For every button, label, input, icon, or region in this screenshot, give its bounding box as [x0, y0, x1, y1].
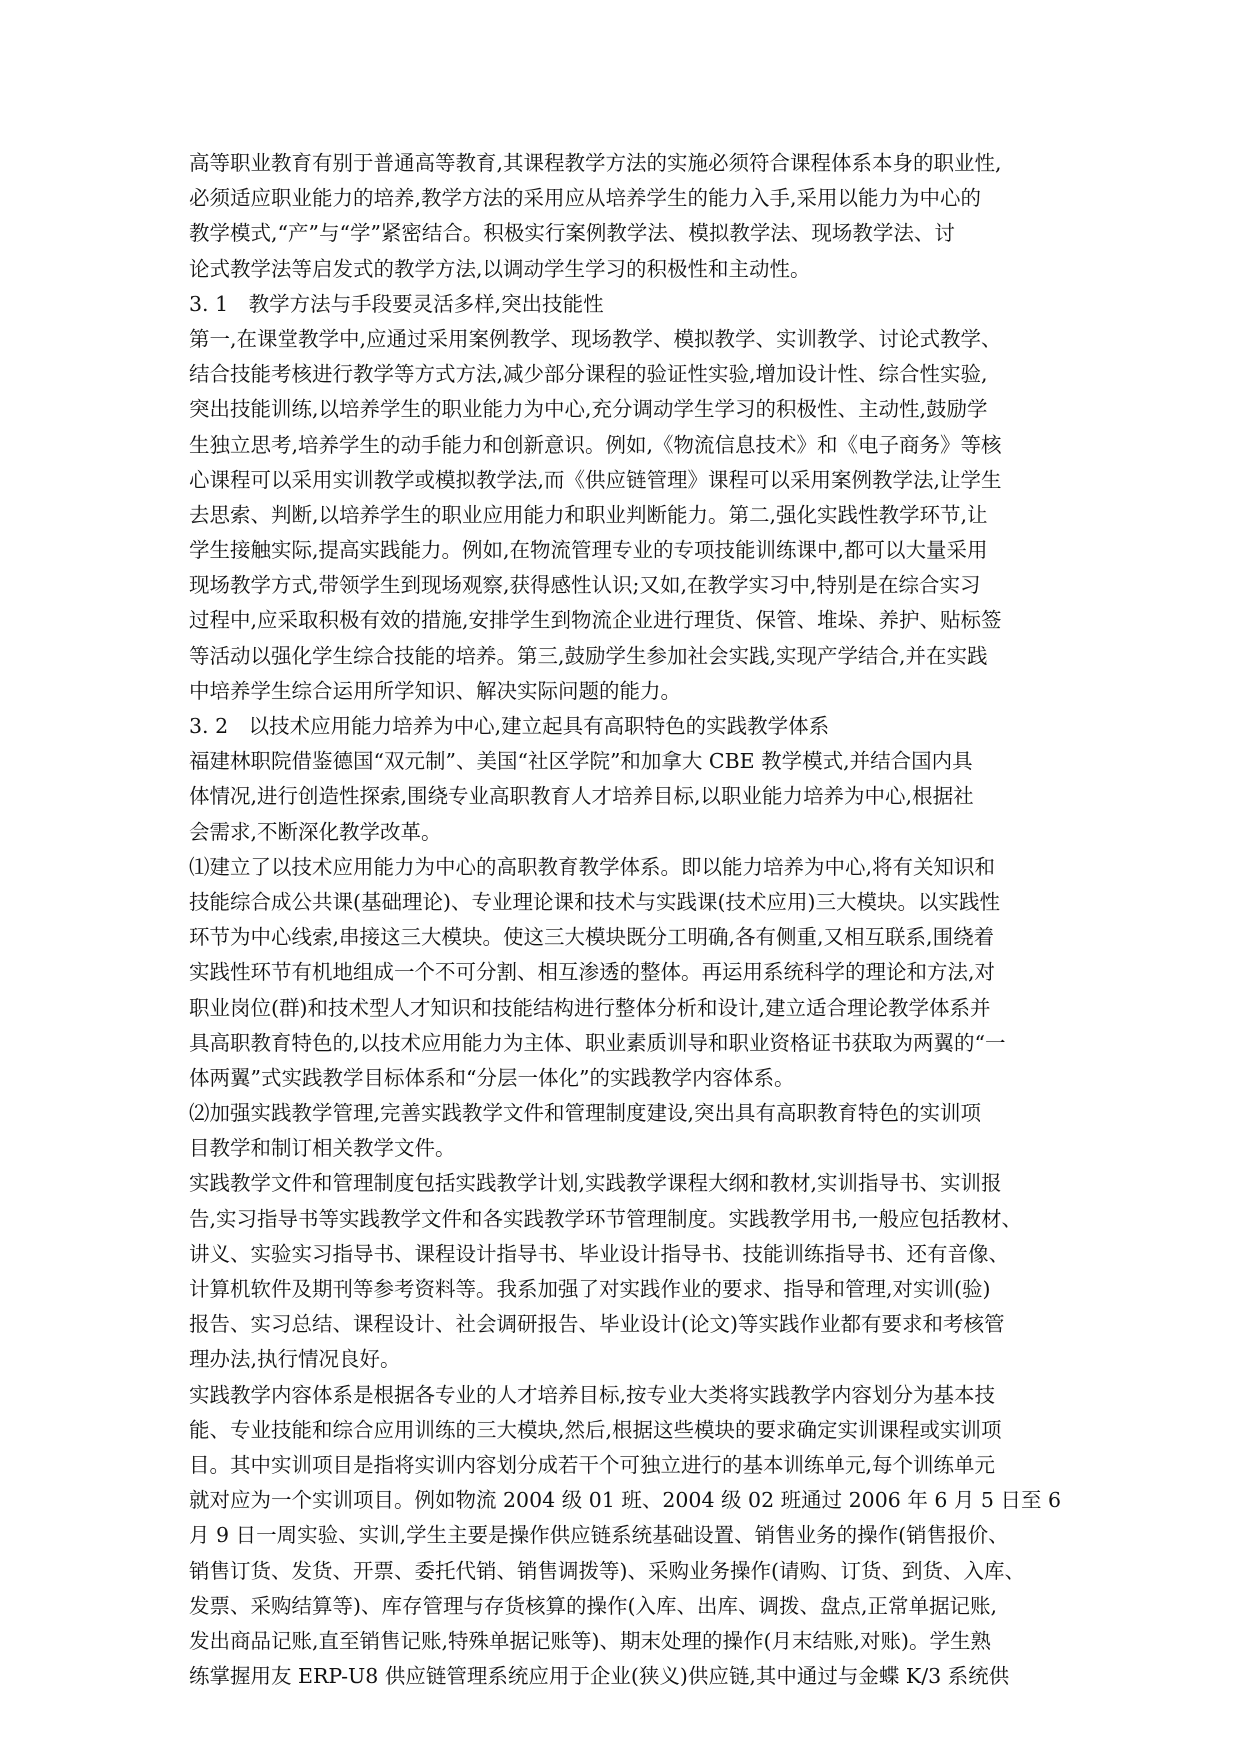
text-line: 第一,在课堂教学中,应通过采用案例教学、现场教学、模拟教学、实训教学、讨论式教学、 [189, 326, 1002, 351]
text-line: 讲义、实验实习指导书、课程设计指导书、毕业设计指导书、技能训练指导书、还有音像、 [189, 1241, 1009, 1266]
text-line: 现场教学方式,带领学生到现场观察,获得感性认识;又如,在教学实习中,特别是在综合实习 [189, 573, 981, 598]
text-line: 等活动以强化学生综合技能的培养。第三,鼓励学生参加社会实践,实现产学结合,并在实践 [189, 643, 988, 668]
text-line: 生独立思考,培养学生的动手能力和创新意识。例如,《物流信息技术》和《电子商务》等核 [189, 432, 1002, 457]
text-line: 实践性环节有机地组成一个不可分割、相互渗透的整体。再运用系统科学的理论和方法,对 [189, 960, 996, 985]
text-line: ⑴建立了以技术应用能力为中心的高职教育教学体系。即以能力培养为中心,将有关知识和 [189, 854, 996, 879]
section-heading: 3. 1 教学方法与手段要灵活多样,突出技能性 [189, 291, 604, 316]
text-line: 教学模式,“产”与“学”紧密结合。积极实行案例教学法、模拟教学法、现场教学法、讨 [189, 221, 955, 246]
text-line: 发出商品记账,直至销售记账,特殊单据记账等)、期末处理的操作(月末结账,对账)。学生熟 [189, 1628, 992, 1653]
text-line: 福建林职院借鉴德国“双元制”、美国“社区学院”和加拿大 CBE 教学模式,并结合国内具 [189, 749, 973, 774]
text-line: 目教学和制订相关教学文件。 [189, 1136, 456, 1161]
text-line: 能、专业技能和综合应用训练的三大模块,然后,根据这些模块的要求确定实训课程或实训项 [189, 1417, 1002, 1442]
text-line: 告,实习指导书等实践教学文件和各实践教学环节管理制度。实践教学用书,一般应包括教材、 [189, 1206, 1023, 1231]
text-line: 体两翼”式实践教学目标体系和“分层一体化”的实践教学内容体系。 [189, 1065, 795, 1090]
text-line: 学生接触实际,提高实践能力。例如,在物流管理专业的专项技能训练课中,都可以大量采用 [189, 538, 988, 563]
body-text [189, 146, 1069, 1694]
text-line: 实践教学内容体系是根据各专业的人才培养目标,按专业大类将实践教学内容划分为基本技 [189, 1382, 996, 1407]
text-line: 理办法,执行情况良好。 [189, 1347, 401, 1372]
text-line: 月 9 日一周实验、实训,学生主要是操作供应链系统基础设置、销售业务的操作(销售报价、 [189, 1523, 1009, 1548]
text-line: 高等职业教育有别于普通高等教育,其课程教学方法的实施必须符合课程体系本身的职业性, [189, 151, 1002, 175]
text-line: 论式教学法等启发式的教学方法,以调动学生学习的积极性和主动性。 [189, 256, 811, 281]
text-line: 必须适应职业能力的培养,教学方法的采用应从培养学生的能力入手,采用以能力为中心的 [189, 186, 982, 211]
text-line: 就对应为一个实训项目。例如物流 2004 级 01 班、2004 级 02 班通过 2006 年 6 月 5 日至 6 [189, 1488, 1062, 1513]
text-line: ⑵加强实践教学管理,完善实践教学文件和管理制度建设,突出具有高职教育特色的实训项 [189, 1101, 982, 1126]
section-heading: 3. 2 以技术应用能力培养为中心,建立起具有高职特色的实践教学体系 [189, 714, 830, 738]
text-line: 报告、实习总结、课程设计、社会调研报告、毕业设计(论文)等实践作业都有要求和考核管 [189, 1312, 1005, 1337]
text-line: 发票、采购结算等)、库存管理与存货核算的操作(入库、出库、调拨、盘点,正常单据记账, [189, 1593, 998, 1618]
text-line: 环节为中心线索,串接这三大模块。使这三大模块既分工明确,各有侧重,又相互联系,围绕着 [189, 925, 995, 950]
text-line: 计算机软件及期刊等参考资料等。我系加强了对实践作业的要求、指导和管理,对实训(验) [189, 1277, 991, 1301]
text-line: 实践教学文件和管理制度包括实践教学计划,实践教学课程大纲和教材,实训指导书、实训报 [189, 1171, 1002, 1196]
text-line: 会需求,不断深化教学改革。 [189, 819, 442, 844]
text-line: 过程中,应采取积极有效的措施,安排学生到物流企业进行理货、保管、堆垛、养护、贴标签 [189, 608, 1002, 633]
text-line: 职业岗位(群)和技术型人才知识和技能结构进行整体分析和设计,建立适合理论教学体系并 [189, 995, 991, 1020]
text-line: 销售订货、发货、开票、委托代销、销售调拨等)、采购业务操作(请购、订货、到货、入库、 [189, 1558, 1025, 1583]
text-line: 中培养学生综合运用所学知识、解决实际问题的能力。 [189, 678, 681, 703]
text-line: 目。其中实训项目是指将实训内容划分成若干个可独立进行的基本训练单元,每个训练单元 [189, 1452, 996, 1477]
text-line: 技能综合成公共课(基础理论)、专业理论课和技术与实践课(技术应用)三大模块。以实践性 [189, 889, 1000, 914]
text-line: 练掌握用友 ERP-U8 供应链管理系统应用于企业(狭义)供应链,其中通过与金蝶 K/3 系统供 [189, 1664, 1010, 1689]
text-line: 心课程可以采用实训教学或模拟教学法,而《供应链管理》课程可以采用案例教学法,让学生 [189, 467, 1002, 492]
text-line: 去思索、判断,以培养学生的职业应用能力和职业判断能力。第二,强化实践性教学环节,让 [189, 502, 988, 527]
text-line: 体情况,进行创造性探索,围绕专业高职教育人才培养目标,以职业能力培养为中心,根据社 [189, 784, 974, 809]
text-line: 结合技能考核进行教学等方式方法,减少部分课程的验证性实验,增加设计性、综合性实验, [189, 362, 988, 387]
text-line: 具高职教育特色的,以技术应用能力为主体、职业素质训导和职业资格证书获取为两翼的“一 [189, 1030, 1006, 1055]
text-line: 突出技能训练,以培养学生的职业能力为中心,充分调动学生学习的积极性、主动性,鼓励学 [189, 397, 988, 422]
